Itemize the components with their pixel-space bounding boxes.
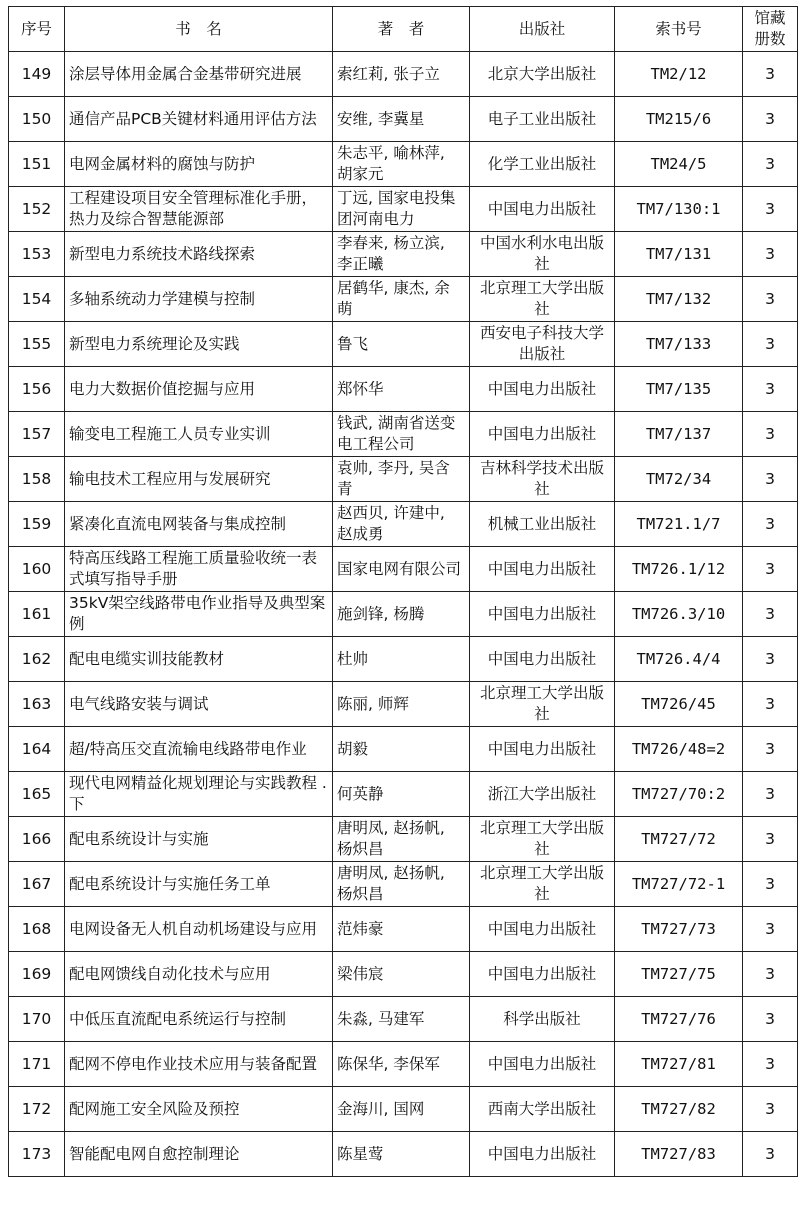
cell-publisher: 西南大学出版社 [470,1087,615,1132]
cell-author: 陈星莺 [333,1132,470,1177]
cell-author: 何英静 [333,772,470,817]
cell-author: 赵西贝, 许建中, 赵成勇 [333,502,470,547]
cell-no: 164 [9,727,65,772]
table-row [9,1132,798,1177]
cell-publisher: 北京理工大学出版社 [470,277,615,322]
cell-call-number: TM727/83 [615,1132,743,1177]
cell-title: 配网施工安全风险及预控 [65,1087,333,1132]
cell-publisher: 中国电力出版社 [470,187,615,232]
cell-title: 特高压线路工程施工质量验收统一表式填写指导手册 [65,547,333,592]
cell-publisher: 中国电力出版社 [470,1132,615,1177]
cell-no: 169 [9,952,65,997]
cell-no: 168 [9,907,65,952]
cell-copies: 3 [743,1132,798,1177]
cell-author: 李春来, 杨立滨, 李正曦 [333,232,470,277]
cell-author: 朱淼, 马建军 [333,997,470,1042]
cell-title: 紧凑化直流电网装备与集成控制 [65,502,333,547]
cell-copies: 3 [743,862,798,907]
cell-title: 新型电力系统技术路线探索 [65,232,333,277]
cell-copies: 3 [743,997,798,1042]
cell-copies: 3 [743,187,798,232]
cell-title: 配电电缆实训技能教材 [65,637,333,682]
cell-copies: 3 [743,727,798,772]
cell-no: 150 [9,97,65,142]
cell-no: 161 [9,592,65,637]
table-body [9,52,798,1177]
cell-no: 166 [9,817,65,862]
cell-call-number: TM727/73 [615,907,743,952]
cell-no: 153 [9,232,65,277]
cell-call-number: TM726.3/10 [615,592,743,637]
cell-author: 梁伟宸 [333,952,470,997]
cell-no: 170 [9,997,65,1042]
cell-call-number: TM726.1/12 [615,547,743,592]
table-row [9,187,798,232]
cell-title: 输变电工程施工人员专业实训 [65,412,333,457]
cell-title: 配电系统设计与实施 [65,817,333,862]
cell-copies: 3 [743,277,798,322]
cell-copies: 3 [743,637,798,682]
cell-call-number: TM726/48=2 [615,727,743,772]
cell-copies: 3 [743,142,798,187]
cell-call-number: TM727/75 [615,952,743,997]
cell-publisher: 中国水利水电出版社 [470,232,615,277]
table-row [9,907,798,952]
cell-title: 多轴系统动力学建模与控制 [65,277,333,322]
cell-author: 施剑锋, 杨腾 [333,592,470,637]
table-row [9,457,798,502]
cell-title: 电力大数据价值挖掘与应用 [65,367,333,412]
cell-publisher: 北京理工大学出版社 [470,817,615,862]
cell-copies: 3 [743,502,798,547]
cell-author: 陈丽, 师辉 [333,682,470,727]
cell-call-number: TM7/131 [615,232,743,277]
cell-author: 唐明凤, 赵扬帆, 杨炽昌 [333,817,470,862]
cell-call-number: TM24/5 [615,142,743,187]
header-title: 书 名 [65,7,333,52]
cell-publisher: 中国电力出版社 [470,547,615,592]
cell-author: 陈保华, 李保军 [333,1042,470,1087]
table-row [9,502,798,547]
cell-author: 朱志平, 喻林萍, 胡家元 [333,142,470,187]
cell-copies: 3 [743,52,798,97]
cell-publisher: 西安电子科技大学出版社 [470,322,615,367]
header-row [9,7,798,52]
cell-no: 165 [9,772,65,817]
cell-author: 金海川, 国网 [333,1087,470,1132]
cell-call-number: TM727/76 [615,997,743,1042]
cell-no: 167 [9,862,65,907]
cell-title: 电网金属材料的腐蚀与防护 [65,142,333,187]
cell-publisher: 化学工业出版社 [470,142,615,187]
cell-no: 158 [9,457,65,502]
table-row [9,367,798,412]
header-call-number: 索书号 [615,7,743,52]
cell-call-number: TM726.4/4 [615,637,743,682]
cell-author: 钱武, 湖南省送变电工程公司 [333,412,470,457]
cell-title: 新型电力系统理论及实践 [65,322,333,367]
cell-call-number: TM72/34 [615,457,743,502]
cell-publisher: 北京理工大学出版社 [470,682,615,727]
cell-copies: 3 [743,772,798,817]
cell-author: 索红莉, 张子立 [333,52,470,97]
cell-copies: 3 [743,907,798,952]
table-row [9,322,798,367]
cell-title: 电网设备无人机自动机场建设与应用 [65,907,333,952]
table-row [9,952,798,997]
table-row [9,817,798,862]
cell-call-number: TM727/82 [615,1087,743,1132]
table-row [9,997,798,1042]
cell-copies: 3 [743,592,798,637]
cell-publisher: 中国电力出版社 [470,907,615,952]
cell-author: 杜帅 [333,637,470,682]
cell-no: 159 [9,502,65,547]
cell-copies: 3 [743,232,798,277]
cell-call-number: TM2/12 [615,52,743,97]
cell-copies: 3 [743,322,798,367]
cell-call-number: TM721.1/7 [615,502,743,547]
table-row [9,682,798,727]
cell-publisher: 中国电力出版社 [470,952,615,997]
cell-author: 袁帅, 李丹, 吴含青 [333,457,470,502]
cell-no: 171 [9,1042,65,1087]
cell-copies: 3 [743,367,798,412]
header-author: 著 者 [333,7,470,52]
table-row [9,862,798,907]
header-copies: 馆藏册数 [743,7,798,52]
cell-call-number: TM727/81 [615,1042,743,1087]
header-publisher: 出版社 [470,7,615,52]
cell-title: 超/特高压交直流输电线路带电作业 [65,727,333,772]
cell-publisher: 吉林科学技术出版社 [470,457,615,502]
cell-call-number: TM215/6 [615,97,743,142]
cell-call-number: TM7/130:1 [615,187,743,232]
cell-publisher: 浙江大学出版社 [470,772,615,817]
cell-no: 157 [9,412,65,457]
cell-copies: 3 [743,97,798,142]
cell-author: 唐明凤, 赵扬帆, 杨炽昌 [333,862,470,907]
cell-publisher: 中国电力出版社 [470,727,615,772]
cell-title: 涂层导体用金属合金基带研究进展 [65,52,333,97]
table-row [9,772,798,817]
cell-title: 智能配电网自愈控制理论 [65,1132,333,1177]
cell-publisher: 科学出版社 [470,997,615,1042]
cell-no: 162 [9,637,65,682]
cell-copies: 3 [743,1042,798,1087]
cell-copies: 3 [743,547,798,592]
cell-copies: 3 [743,682,798,727]
cell-call-number: TM727/72 [615,817,743,862]
cell-copies: 3 [743,952,798,997]
cell-author: 郑怀华 [333,367,470,412]
cell-title: 配电系统设计与实施任务工单 [65,862,333,907]
table-row [9,142,798,187]
cell-title: 工程建设项目安全管理标准化手册，热力及综合智慧能源部 [65,187,333,232]
cell-title: 现代电网精益化规划理论与实践教程 . 下 [65,772,333,817]
cell-author: 国家电网有限公司 [333,547,470,592]
table-row [9,52,798,97]
cell-no: 163 [9,682,65,727]
table-row [9,547,798,592]
cell-publisher: 中国电力出版社 [470,412,615,457]
book-list-table [8,6,798,1177]
cell-author: 居鹤华, 康杰, 余萌 [333,277,470,322]
cell-call-number: TM7/133 [615,322,743,367]
table-row [9,727,798,772]
cell-no: 149 [9,52,65,97]
cell-title: 通信产品PCB关键材料通用评估方法 [65,97,333,142]
cell-publisher: 中国电力出版社 [470,367,615,412]
cell-call-number: TM7/135 [615,367,743,412]
cell-copies: 3 [743,1087,798,1132]
table-header [9,7,798,52]
cell-no: 173 [9,1132,65,1177]
table-row [9,1042,798,1087]
cell-title: 配电网馈线自动化技术与应用 [65,952,333,997]
table-row [9,592,798,637]
cell-no: 155 [9,322,65,367]
cell-no: 152 [9,187,65,232]
cell-no: 156 [9,367,65,412]
table-row [9,277,798,322]
cell-author: 安维, 李冀星 [333,97,470,142]
cell-title: 电气线路安装与调试 [65,682,333,727]
cell-publisher: 机械工业出版社 [470,502,615,547]
cell-call-number: TM726/45 [615,682,743,727]
cell-call-number: TM7/132 [615,277,743,322]
cell-publisher: 中国电力出版社 [470,592,615,637]
cell-author: 范炜豪 [333,907,470,952]
cell-call-number: TM727/70:2 [615,772,743,817]
cell-title: 输电技术工程应用与发展研究 [65,457,333,502]
table-row [9,1087,798,1132]
cell-no: 172 [9,1087,65,1132]
table-row [9,412,798,457]
cell-copies: 3 [743,817,798,862]
cell-no: 151 [9,142,65,187]
cell-no: 160 [9,547,65,592]
table-row [9,97,798,142]
cell-title: 配网不停电作业技术应用与装备配置 [65,1042,333,1087]
cell-publisher: 北京大学出版社 [470,52,615,97]
cell-call-number: TM7/137 [615,412,743,457]
cell-publisher: 电子工业出版社 [470,97,615,142]
cell-author: 胡毅 [333,727,470,772]
cell-author: 鲁飞 [333,322,470,367]
cell-publisher: 中国电力出版社 [470,1042,615,1087]
cell-publisher: 北京理工大学出版社 [470,862,615,907]
header-no: 序号 [9,7,65,52]
cell-title: 35kV架空线路带电作业指导及典型案例 [65,592,333,637]
table-row [9,637,798,682]
cell-author: 丁远, 国家电投集团河南电力 [333,187,470,232]
cell-publisher: 中国电力出版社 [470,637,615,682]
cell-title: 中低压直流配电系统运行与控制 [65,997,333,1042]
cell-no: 154 [9,277,65,322]
table-row [9,232,798,277]
cell-copies: 3 [743,412,798,457]
cell-call-number: TM727/72-1 [615,862,743,907]
cell-copies: 3 [743,457,798,502]
